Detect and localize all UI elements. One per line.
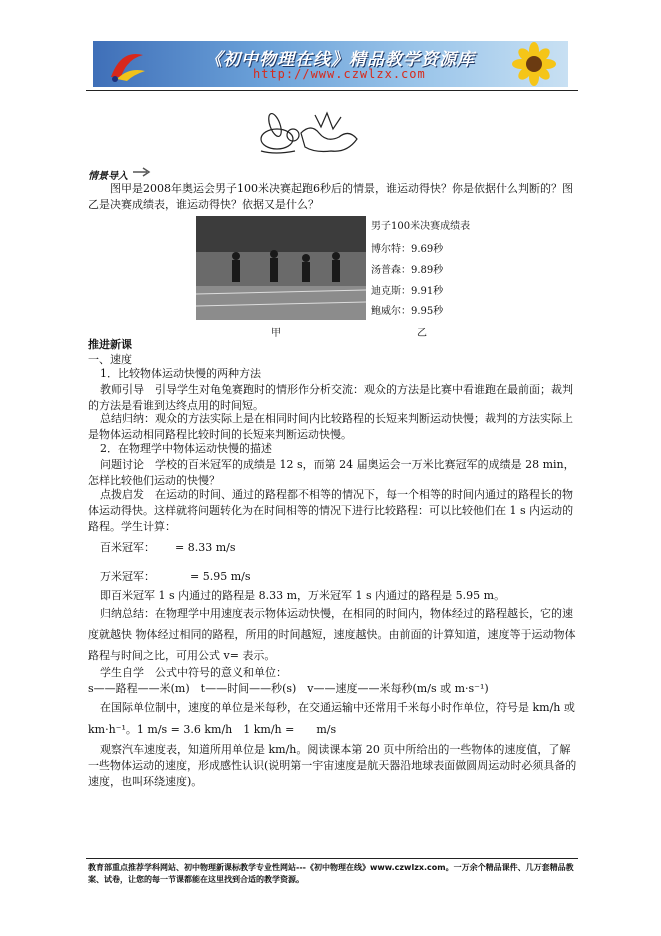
intro-label: 情景导入 bbox=[88, 171, 128, 182]
footer-text: 教育部重点推荐学科网站、初中物理新课标教学专业性网站---《初中物理在线》www.czwlzx.com。一万余个精品课件、几万套精品教案、试卷，让您的每一节课都能在这里找到合适的教学资源。 bbox=[88, 863, 574, 884]
caption-right: 乙 bbox=[417, 328, 427, 339]
tortoise-hare-illustration bbox=[255, 103, 365, 159]
caption-left: 甲 bbox=[271, 328, 281, 339]
footer-rule bbox=[86, 858, 578, 859]
banner-url: http://www.czwlzx.com bbox=[253, 67, 426, 81]
header-rule bbox=[86, 90, 578, 91]
unit-paragraph: 在国际单位制中，速度的单位是米每秒，在交通运输中还常用千米每小时作单位，符号是 km/h 或 km·h⁻¹。1 m/s = 3.6 km/h 1 km/h = m/s bbox=[88, 701, 575, 736]
intro-paragraph: 图甲是2008年奥运会男子100米决赛起跑6秒后的情景，谁运动得快？你是依据什么判断的？图乙是决赛成绩表，谁运动得快？依据又是什么？ bbox=[88, 182, 573, 211]
subsection-title: 2．在物理学中物体运动快慢的描述 bbox=[100, 442, 272, 455]
section-heading: 推进新课 bbox=[88, 338, 132, 351]
subsection-title: 1．比较物体运动快慢的两种方法 bbox=[100, 367, 261, 380]
race-photo bbox=[196, 216, 366, 320]
summary-paragraph: 归纳总结：在物理学中用速度表示物体运动快慢，在相同的时间内，物体经过的路程越长，它的速度就越快 物体经过相同的路程，所用的时间越短，速度越快。由前面的计算知道，速度等于运动物体路程与时间之比，可用公式 v= 表示。 bbox=[88, 607, 576, 662]
calc-value: = 8.33 m/s bbox=[175, 541, 236, 554]
observe-paragraph: 观察汽车速度表，知道所用单位是 km/h。阅读课本第 20 页中所给出的一些物体的速度值，了解一些物体运动的速度，形成感性认识(说明第一宇宙速度是航天器沿地球表面做圆周运动时必须具备的速度，也叫环绕速度)。 bbox=[88, 743, 577, 788]
results-row: 汤普森：9.89秒 bbox=[371, 265, 444, 276]
selfstudy-paragraph: 学生自学 公式中符号的意义和单位： bbox=[100, 666, 287, 679]
results-row: 博尔特：9.69秒 bbox=[371, 244, 444, 255]
question-paragraph: 问题讨论 学校的百米冠军的成绩是 12 s，而第 24 届奥运会一万米比赛冠军的成绩是 28 min，怎样比较他们运动的快慢？ bbox=[88, 458, 575, 487]
calc-label: 百米冠军： bbox=[100, 541, 155, 554]
banner-title: 《初中物理在线》精品教学资源库 bbox=[205, 50, 475, 70]
result-paragraph: 即百米冠军 1 s 内通过的路程是 8.33 m，万米冠军 1 s 内通过的路程是 5.95 m。 bbox=[100, 589, 506, 602]
arrow-right-icon bbox=[133, 167, 155, 177]
results-row: 鲍威尔：9.95秒 bbox=[371, 306, 444, 317]
results-row: 迪克斯：9.91秒 bbox=[371, 286, 444, 297]
logo-icon bbox=[107, 47, 147, 83]
hint-paragraph: 点拨启发 在运动的时间、通过的路程都不相等的情况下，每一个相等的时间内通过的路程长的物体运动得快。这样就将问题转化为在时间相等的情况下进行比较路程：可以比较他们在 1 s 内运动的路程。学生计算： bbox=[88, 488, 574, 533]
results-title: 男子100米决赛成绩表 bbox=[371, 221, 471, 232]
section-title: 一、速度 bbox=[88, 353, 132, 366]
teacher-paragraph: 教师引导 引导学生对龟兔赛跑时的情形作分析交流：观众的方法是比赛中看谁跑在最前面；裁判的方法是看谁到达终点用的时间短。 bbox=[88, 383, 573, 412]
header-banner bbox=[93, 41, 568, 87]
symbols-line: s——路程——米(m) t——时间——秒(s) v——速度——米每秒(m/s 或 m·s⁻¹) bbox=[88, 682, 489, 695]
sunflower-icon bbox=[494, 41, 564, 87]
calc-label: 万米冠军： bbox=[100, 570, 155, 583]
summary-paragraph: 总结归纳：观众的方法实际上是在相同时间内比较路程的长短来判断运动快慢；裁判的方法实际上是物体运动相同路程比较时间的长短来判断运动快慢。 bbox=[88, 412, 573, 441]
calc-value: = 5.95 m/s bbox=[190, 570, 251, 583]
